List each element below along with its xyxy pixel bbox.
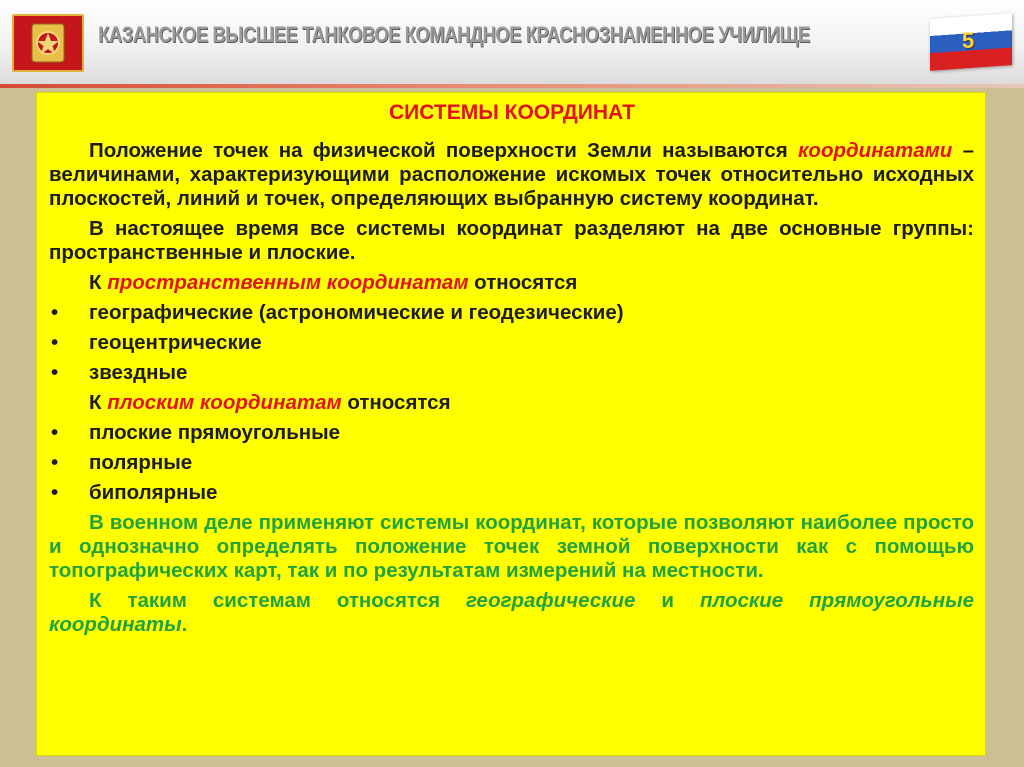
list-item [49,361,974,385]
list-item [49,301,974,325]
text-fragment: . [181,613,188,636]
text-fragment: относятся [341,391,451,414]
list-item [49,481,974,505]
plane-lead [49,391,974,415]
text-fragment: К [89,391,108,414]
bullet-icon: • [51,451,59,474]
list-item [49,331,974,355]
paragraph-definition [49,139,974,211]
list-item-text: плоские прямоугольные [89,421,341,444]
slide-number: 5 [962,28,975,53]
school-emblem-icon [12,14,84,72]
bullet-icon: • [51,481,59,504]
term-plane-rectangular: плоские прямоугольные координаты [49,589,974,636]
slide-body [49,139,974,637]
bullet-icon: • [51,331,59,354]
list-item [49,421,974,445]
content-panel [36,92,986,756]
list-item-text: географические (астрономические и геодезические) [89,301,624,324]
text-fragment: К таким системам относятся [89,589,466,612]
text-fragment: и [635,589,700,612]
slide-title: СИСТЕМЫ КООРДИНАТ [389,101,635,124]
list-item [49,451,974,475]
text-fragment: К [89,271,108,294]
paragraph-military: В военном деле применяют системы координат, которые позволяют наиболее просто и однозначно определять положение точек земной поверхности как с помощью топографических карт, так и по результатам измерений на местности. [49,511,974,582]
header-divider [0,84,1024,88]
term-spatial-coordinates: пространственным координатам [107,271,469,294]
bullet-icon: • [51,301,59,324]
list-item-text: биполярные [89,481,218,504]
text-fragment: относятся [468,271,578,294]
term-geographic: географические [465,589,636,612]
spatial-list [49,301,974,385]
text-fragment: – величинами, характеризующими расположение искомых точек относительно исходных плоскостей, линий и точек, определяющих выбранную систему координат. [49,139,974,210]
list-item-text: геоцентрические [89,331,262,354]
text-fragment: Положение точек на физической поверхности Земли называются [89,139,799,162]
bullet-icon: • [51,361,59,384]
slide-header [0,0,1024,84]
list-item-text: звездные [89,361,188,384]
paragraph-groups: В настоящее время все системы координат разделяют на две основные группы: пространственные и плоские. [49,217,974,264]
school-title: КАЗАНСКОЕ ВЫСШЕЕ ТАНКОВОЕ КОМАНДНОЕ КРАСНОЗНАМЕННОЕ УЧИЛИЩЕ [98,22,810,47]
paragraph-summary [49,589,974,637]
term-coordinates: координатами [798,139,953,162]
term-plane-coordinates: плоским координатам [107,391,342,414]
spatial-lead [49,271,974,295]
list-item-text: полярные [89,451,193,474]
plane-list [49,421,974,505]
bullet-icon: • [51,421,59,444]
